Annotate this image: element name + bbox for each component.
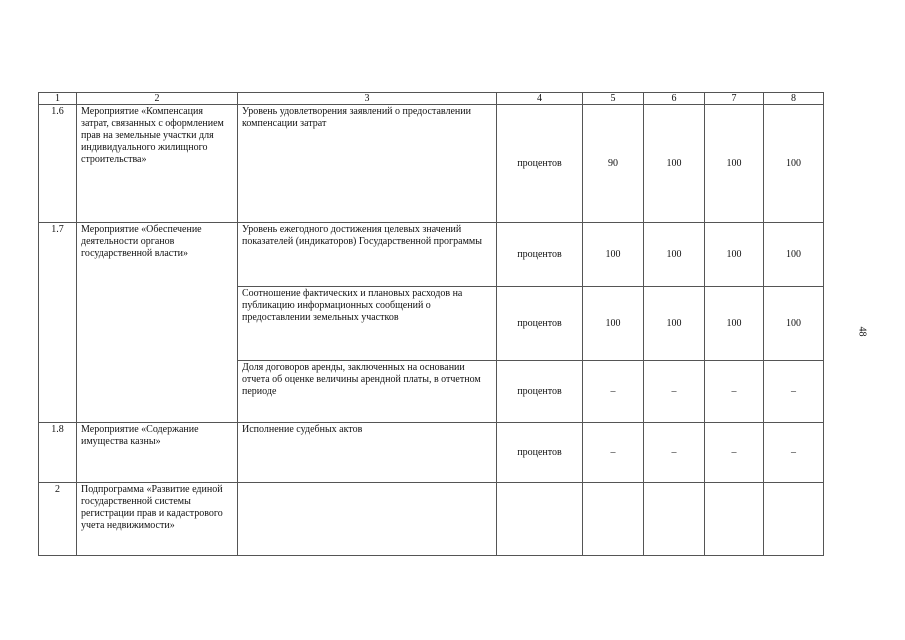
value-cell: 100 bbox=[583, 287, 644, 361]
unit-cell: процентов bbox=[497, 361, 583, 423]
value-cell: 100 bbox=[764, 105, 824, 223]
header-col-4: 4 bbox=[497, 93, 583, 105]
header-col-6: 6 bbox=[644, 93, 705, 105]
value-cell: 100 bbox=[764, 287, 824, 361]
header-col-5: 5 bbox=[583, 93, 644, 105]
value-cell: 100 bbox=[705, 287, 764, 361]
value-cell: – bbox=[764, 423, 824, 483]
value-cell: – bbox=[583, 361, 644, 423]
header-col-1: 1 bbox=[39, 93, 77, 105]
value-cell: 90 bbox=[583, 105, 644, 223]
table-row bbox=[39, 105, 824, 223]
indicator-cell: Доля договоров аренды, заключенных на основании отчета об оценке величины арендной платы, в отчетном периоде bbox=[238, 361, 497, 423]
value-cell: 100 bbox=[764, 223, 824, 287]
row-number: 1.7 bbox=[39, 223, 77, 423]
event-cell: Подпрограмма «Развитие единой государственной системы регистрации прав и кадастрового учета недвижимости» bbox=[77, 483, 238, 556]
value-cell: 100 bbox=[583, 223, 644, 287]
table-row bbox=[39, 223, 824, 287]
row-number: 2 bbox=[39, 483, 77, 556]
value-cell: 100 bbox=[644, 105, 705, 223]
table-row bbox=[39, 423, 824, 483]
indicator-cell: Уровень ежегодного достижения целевых значений показателей (индикаторов) Государственной программы bbox=[238, 223, 497, 287]
unit-cell: процентов bbox=[497, 105, 583, 223]
value-cell: 100 bbox=[705, 223, 764, 287]
indicator-cell: Соотношение фактических и плановых расходов на публикацию информационных сообщений о предоставлении земельных участков bbox=[238, 287, 497, 361]
unit-cell: процентов bbox=[497, 223, 583, 287]
value-cell bbox=[764, 483, 824, 556]
value-cell: – bbox=[764, 361, 824, 423]
value-cell bbox=[583, 483, 644, 556]
value-cell: – bbox=[705, 423, 764, 483]
indicator-cell: Уровень удовлетворения заявлений о предоставлении компенсации затрат bbox=[238, 105, 497, 223]
header-col-8: 8 bbox=[764, 93, 824, 105]
event-cell: Мероприятие «Обеспечение деятельности органов государственной власти» bbox=[77, 223, 238, 423]
value-cell: 100 bbox=[644, 287, 705, 361]
value-cell bbox=[644, 483, 705, 556]
event-cell: Мероприятие «Содержание имущества казны» bbox=[77, 423, 238, 483]
row-number: 1.6 bbox=[39, 105, 77, 223]
value-cell bbox=[705, 483, 764, 556]
event-cell: Мероприятие «Компенсация затрат, связанных с оформлением прав на земельные участки для индивидуального жилищного строительства» bbox=[77, 105, 238, 223]
header-row bbox=[39, 93, 824, 105]
unit-cell: процентов bbox=[497, 287, 583, 361]
value-cell: 100 bbox=[644, 223, 705, 287]
row-number: 1.8 bbox=[39, 423, 77, 483]
value-cell: – bbox=[644, 361, 705, 423]
value-cell: – bbox=[583, 423, 644, 483]
indicator-cell: Исполнение судебных актов bbox=[238, 423, 497, 483]
header-col-2: 2 bbox=[77, 93, 238, 105]
value-cell: – bbox=[705, 361, 764, 423]
value-cell: 100 bbox=[705, 105, 764, 223]
header-col-7: 7 bbox=[705, 93, 764, 105]
unit-cell bbox=[497, 483, 583, 556]
page-number: 48 bbox=[856, 326, 868, 337]
header-col-3: 3 bbox=[238, 93, 497, 105]
table-row bbox=[39, 483, 824, 556]
indicator-cell bbox=[238, 483, 497, 556]
value-cell: – bbox=[644, 423, 705, 483]
program-indicators-table bbox=[38, 92, 824, 556]
unit-cell: процентов bbox=[497, 423, 583, 483]
